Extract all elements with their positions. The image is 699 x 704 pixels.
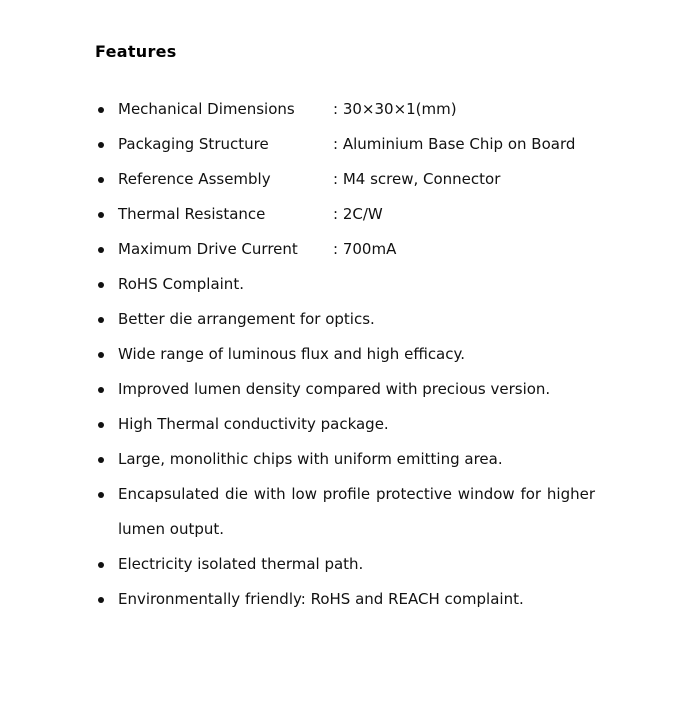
- feature-item: [98, 477, 595, 547]
- feature-text: Improved lumen density compared with precious version.: [118, 380, 551, 398]
- feature-item: [98, 267, 595, 302]
- feature-text: Better die arrangement for optics.: [118, 310, 375, 328]
- spec-item-packaging-structure: [98, 127, 595, 162]
- bullet-icon: [98, 282, 104, 288]
- bullet-icon: [98, 597, 104, 603]
- feature-item: [98, 442, 595, 477]
- bullet-icon: [98, 212, 104, 218]
- feature-item: [98, 407, 595, 442]
- spec-item-mechanical-dimensions: [98, 92, 595, 127]
- spec-value: : M4 screw, Connector: [333, 170, 501, 188]
- spec-label: Reference Assembly: [118, 170, 271, 188]
- spec-item-thermal-resistance: [98, 197, 595, 232]
- feature-text: Encapsulated die with low profile protective window for higher lumen output.: [118, 485, 595, 538]
- feature-text: Wide range of luminous flux and high efficacy.: [118, 345, 466, 363]
- bullet-icon: [98, 457, 104, 463]
- spec-label: Packaging Structure: [118, 135, 269, 153]
- feature-item: [98, 337, 595, 372]
- bullet-icon: [98, 177, 104, 183]
- feature-text: High Thermal conductivity package.: [118, 415, 389, 433]
- bullet-icon: [98, 387, 104, 393]
- bullet-icon: [98, 562, 104, 568]
- spec-value: : 2C/W: [333, 205, 383, 223]
- spec-label: Thermal Resistance: [118, 205, 266, 223]
- spec-label: Mechanical Dimensions: [118, 100, 295, 118]
- feature-text: Large, monolithic chips with uniform emitting area.: [118, 450, 503, 468]
- spec-label: Maximum Drive Current: [118, 240, 298, 258]
- features-list: [98, 92, 595, 617]
- bullet-icon: [98, 352, 104, 358]
- spec-value: : 700mA: [333, 240, 397, 258]
- feature-item: [98, 302, 595, 337]
- features-heading: Features: [95, 42, 177, 61]
- bullet-icon: [98, 142, 104, 148]
- spec-value: : Aluminium Base Chip on Board: [333, 135, 576, 153]
- feature-text: RoHS Complaint.: [118, 275, 244, 293]
- feature-text: Electricity isolated thermal path.: [118, 555, 364, 573]
- spec-value: : 30×30×1(mm): [333, 100, 457, 118]
- feature-item: [98, 547, 595, 582]
- bullet-icon: [98, 492, 104, 498]
- bullet-icon: [98, 422, 104, 428]
- bullet-icon: [98, 107, 104, 113]
- spec-item-reference-assembly: [98, 162, 595, 197]
- bullet-icon: [98, 317, 104, 323]
- bullet-icon: [98, 247, 104, 253]
- feature-item: [98, 372, 595, 407]
- feature-item: [98, 582, 595, 617]
- spec-item-maximum-drive-current: [98, 232, 595, 267]
- feature-text: Environmentally friendly: RoHS and REACH complaint.: [118, 590, 524, 608]
